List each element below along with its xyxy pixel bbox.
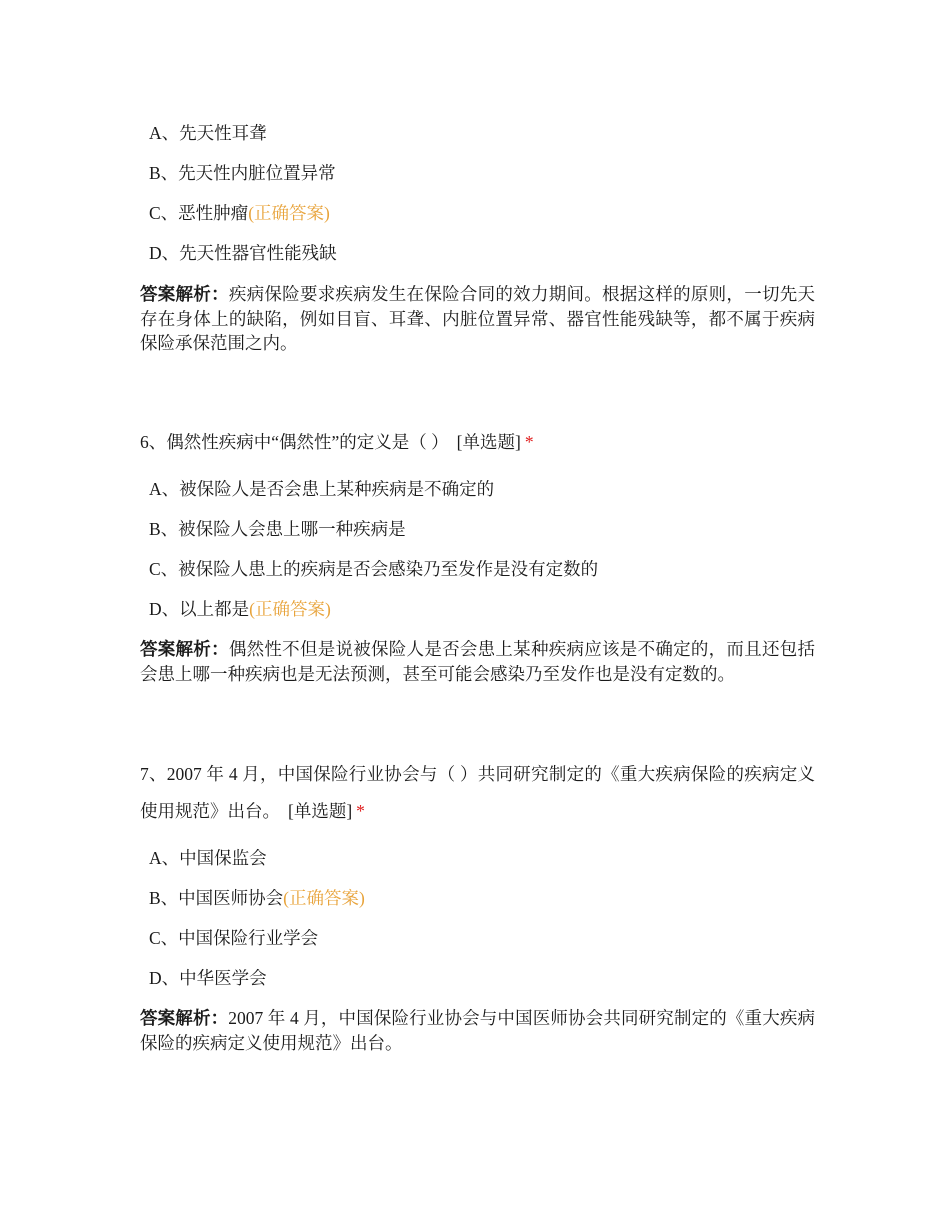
option-a bbox=[140, 121, 815, 145]
question-5-options bbox=[140, 121, 815, 265]
option-c bbox=[140, 201, 815, 225]
question-6 bbox=[140, 424, 815, 461]
analysis-label: 答案解析： bbox=[140, 639, 229, 659]
option-d bbox=[140, 241, 815, 265]
correct-answer-tag: (正确答案) bbox=[248, 203, 330, 223]
option-c bbox=[140, 926, 815, 950]
correct-answer-tag: (正确答案) bbox=[249, 599, 331, 619]
option-text: B、被保险人会患上哪一种疾病是 bbox=[149, 519, 406, 539]
analysis-text: 疾病保险要求疾病发生在保险合同的效力期间。根据这样的原则，一切先天存在身体上的缺陷，例如目盲、耳聋、内脏位置异常、器官性能残缺等，都不属于疾病保险承保范围之内。 bbox=[140, 284, 816, 353]
option-text: B、中国医师协会 bbox=[149, 888, 284, 908]
option-text: D、中华医学会 bbox=[149, 968, 267, 988]
option-d bbox=[140, 597, 815, 621]
option-a bbox=[140, 477, 815, 501]
answer-analysis-5 bbox=[140, 282, 815, 356]
analysis-label: 答案解析： bbox=[140, 284, 229, 304]
option-text: D、先天性器官性能残缺 bbox=[149, 243, 337, 263]
question-type: [单选题] bbox=[456, 432, 521, 452]
required-mark: * bbox=[524, 432, 534, 452]
option-text: A、中国保监会 bbox=[149, 848, 267, 868]
answer-analysis-6 bbox=[140, 637, 815, 686]
question-text: 7、2007 年 4 月，中国保险行业协会与（ ）共同研究制定的《重大疾病保险的疾病定义使用规范》出台。 bbox=[140, 764, 815, 821]
option-text: C、恶性肿瘤 bbox=[149, 203, 249, 223]
option-a bbox=[140, 846, 815, 870]
option-c bbox=[140, 557, 815, 581]
analysis-text: 偶然性不但是说被保险人是否会患上某种疾病应该是不确定的，而且还包括会患上哪一种疾病也是无法预测，甚至可能会感染乃至发作也是没有定数的。 bbox=[140, 639, 816, 684]
question-type: [单选题] bbox=[288, 801, 353, 821]
option-text: D、以上都是 bbox=[149, 599, 250, 619]
option-text: B、先天性内脏位置异常 bbox=[149, 163, 336, 183]
answer-analysis-7 bbox=[140, 1006, 815, 1055]
option-b bbox=[140, 161, 815, 185]
option-text: C、中国保险行业学会 bbox=[149, 928, 319, 948]
required-mark: * bbox=[356, 801, 365, 821]
option-d bbox=[140, 966, 815, 990]
question-7 bbox=[140, 756, 815, 830]
question-6-options bbox=[140, 477, 815, 621]
question-text: 6、偶然性疾病中“偶然性”的定义是（ ） bbox=[140, 432, 449, 452]
option-text: A、先天性耳聋 bbox=[149, 123, 267, 143]
analysis-label: 答案解析： bbox=[140, 1008, 229, 1028]
analysis-text: 2007 年 4 月，中国保险行业协会与中国医师协会共同研究制定的《重大疾病保险的疾病定义使用规范》出台。 bbox=[140, 1008, 816, 1053]
question-7-options bbox=[140, 846, 815, 990]
correct-answer-tag: (正确答案) bbox=[283, 888, 365, 908]
option-b bbox=[140, 517, 815, 541]
option-text: C、被保险人患上的疾病是否会感染乃至发作是没有定数的 bbox=[149, 559, 599, 579]
option-b bbox=[140, 886, 815, 910]
option-text: A、被保险人是否会患上某种疾病是不确定的 bbox=[149, 479, 495, 499]
